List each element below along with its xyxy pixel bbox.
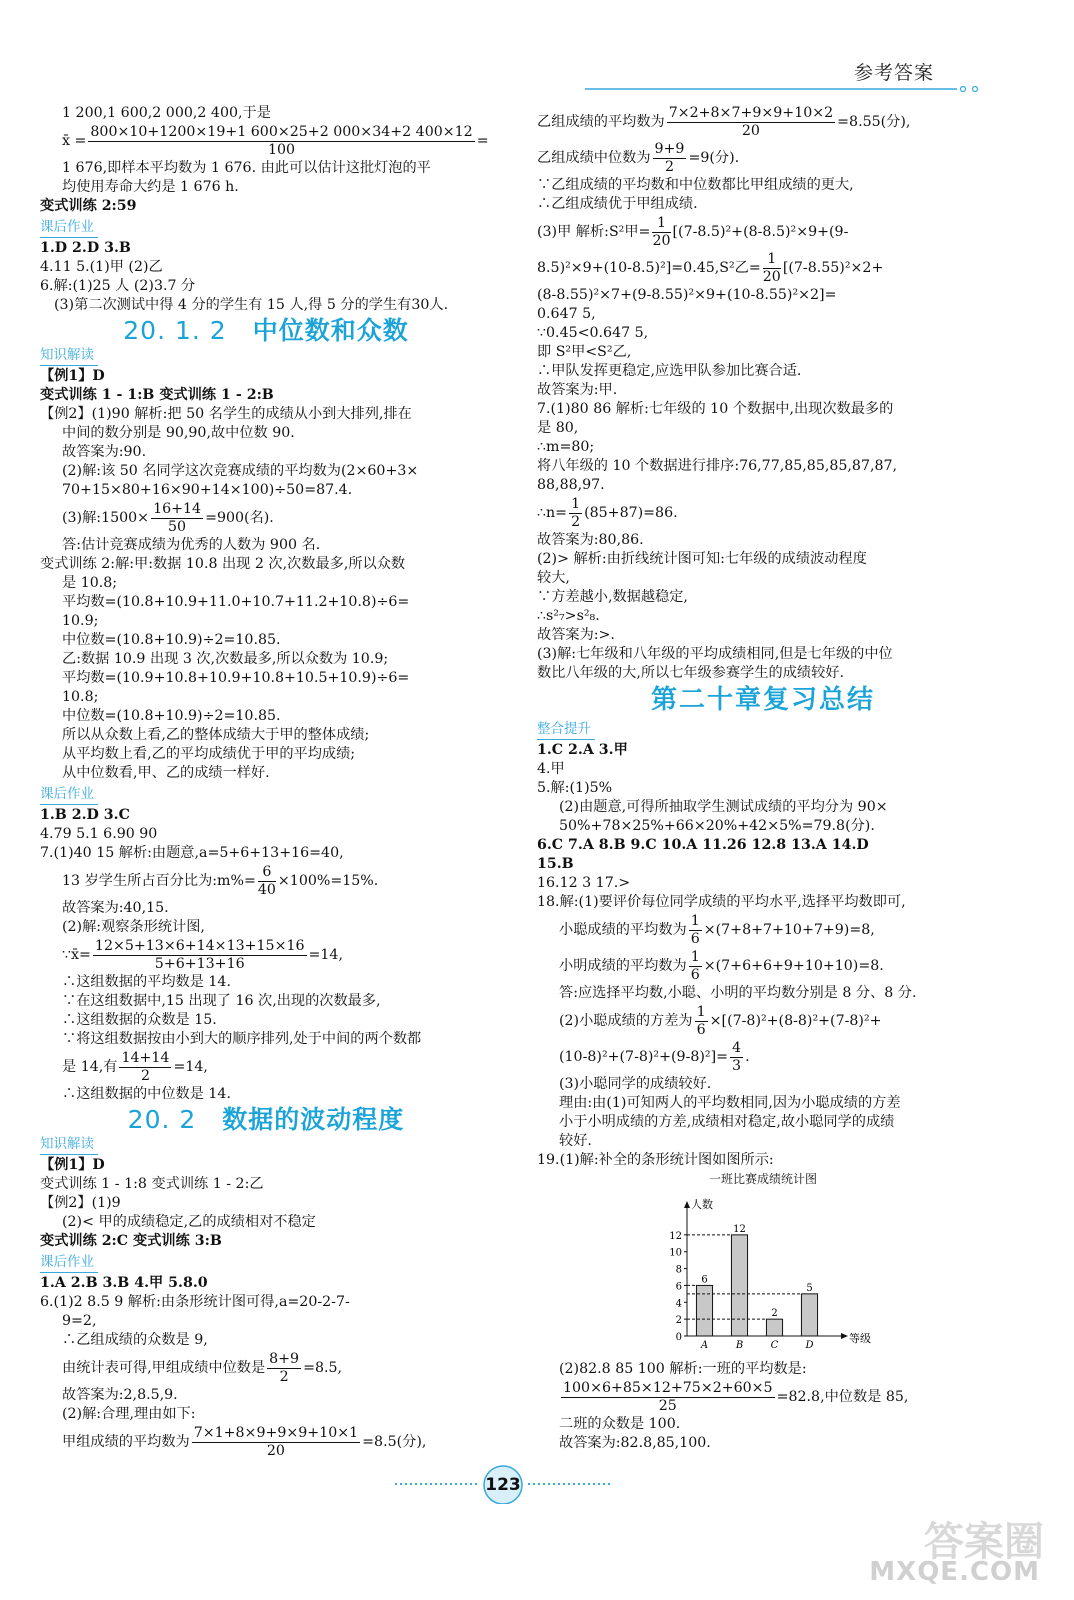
fraction-numerator: 9+9	[654, 140, 685, 157]
y-tick-label: 0	[675, 1332, 682, 1343]
answer-line: 较大,	[537, 570, 570, 586]
answer-line: 是 10.8;	[62, 575, 118, 591]
fraction-denominator: 2	[279, 1368, 289, 1385]
fraction-numerator: 1	[763, 251, 781, 269]
fraction-denominator: 2	[571, 513, 581, 530]
fraction-denominator: 50	[168, 518, 187, 535]
formula-text: ×100%=15%.	[277, 872, 379, 889]
chart-svg	[537, 1186, 989, 1362]
formula-text: ∵x̄=	[62, 946, 91, 963]
fraction-numerator: 4	[732, 1039, 742, 1056]
formula-text: (85+87)=86.	[584, 504, 678, 521]
fraction	[88, 124, 474, 159]
answer-line: 19.(1)解:补全的条形统计图如图所示:	[537, 1152, 774, 1168]
answer-line: 1.D 2.D 3.B	[40, 240, 131, 256]
answer-line: 平均数=(10.9+10.8+10.9+10.8+10.5+10.9)÷6=	[62, 670, 410, 686]
answer-line: 平均数=(10.8+10.9+11.0+10.7+11.2+10.8)÷6=	[62, 594, 410, 610]
answer-line: 变式训练 1 - 1:8 变式训练 1 - 2:乙	[40, 1176, 264, 1192]
fraction-denominator: 20	[652, 232, 671, 249]
answer-line: 从中位数看,甲、乙的成绩一样好.	[62, 765, 270, 781]
formula-line	[537, 1039, 989, 1075]
formula-line	[537, 250, 989, 286]
fraction-denominator: 6	[690, 966, 700, 983]
answer-line: 1.A 2.B 3.B 4.甲 5.8.0	[40, 1275, 208, 1291]
answer-line: ∴乙组成绩的众数是 9,	[62, 1332, 208, 1348]
answer-line: 中位数=(10.8+10.9)÷2=10.85.	[62, 632, 281, 648]
x-tick-label: A	[700, 1340, 709, 1351]
answer-line: 故答案为:甲.	[537, 382, 618, 398]
answer-line: ∵方差越小,数据越稳定,	[537, 589, 688, 605]
formula-text: =9(分).	[688, 149, 740, 166]
fraction-numerator: 16+14	[153, 500, 202, 517]
y-tick-label: 4	[675, 1298, 682, 1310]
answer-line: 【例1】D	[40, 1157, 105, 1173]
answer-line: 答:应选择平均数,小聪、小明的平均数分别是 8 分、8 分.	[559, 985, 917, 1001]
fraction-numerator: 1	[696, 1003, 706, 1020]
y-tick-label: 10	[669, 1247, 682, 1259]
fraction-numerator: 12×5+13×6+14×13+15×16	[94, 937, 305, 954]
fraction-numerator: 1	[571, 495, 581, 512]
text-line: 1 200,1 600,2 000,2 400,于是	[62, 105, 271, 121]
answer-line: 数比八年级的大,所以七年级参赛学生的成绩较好.	[537, 665, 844, 681]
bar-value-label: 2	[771, 1308, 778, 1320]
fraction	[151, 501, 203, 536]
answer-line: (8-8.55)²×7+(9-8.55)²×9+(10-8.55)²×2]=	[537, 287, 837, 303]
answer-line: ∴甲队发挥更稳定,应选甲队参加比赛合适.	[537, 363, 802, 379]
fraction	[561, 1380, 775, 1415]
answer-line: 故答案为:>.	[537, 627, 615, 643]
answer-line: ∴m=80;	[537, 439, 595, 455]
fraction	[192, 1425, 360, 1460]
formula-line	[537, 912, 989, 948]
answer-line: (2)解:合理,理由如下:	[62, 1406, 196, 1422]
fraction-numerator: 14+14	[121, 1049, 170, 1066]
fraction-denominator: 100	[268, 141, 296, 158]
x-tick-label: B	[735, 1340, 744, 1351]
fraction	[695, 1004, 708, 1039]
formula-text: 甲组成绩的平均数为	[62, 1433, 190, 1450]
chart-title: 一班比赛成绩统计图	[708, 1172, 817, 1186]
formula-line	[537, 140, 989, 176]
answer-line: 4.79 5.1 6.90 90	[40, 826, 158, 842]
formula-line	[537, 1003, 989, 1039]
text-line: 均使用寿命大约是 1 676 h.	[62, 179, 239, 195]
answer-line: 即 S²甲<S²乙,	[537, 344, 632, 360]
formula-line	[537, 214, 989, 250]
answer-line: (2)由题意,可得所抽取学生测试成绩的平均分为 90×	[559, 799, 888, 815]
fraction-denominator: 40	[257, 881, 276, 898]
answer-line: ∴s²₇>s²₈.	[537, 608, 600, 624]
answer-line: ∵在这组数据中,15 出现了 16 次,出现的次数最多,	[62, 993, 381, 1009]
formula-text: 小明成绩的平均数为	[559, 957, 687, 974]
formula-text: =8.5,	[303, 1359, 343, 1376]
fraction-numerator: 1	[690, 948, 700, 965]
formula-text: ×(7+6+6+9+10+10)=8.	[703, 957, 884, 974]
answer-line: (2)< 甲的成绩稳定,乙的成绩相对不稳定	[62, 1214, 316, 1230]
formula-line	[537, 948, 989, 984]
answer-line: 故答案为:40,15.	[62, 900, 169, 916]
answer-line: 6.解:(1)25 人 (2)3.7 分	[40, 278, 196, 294]
answer-line: 4.甲	[537, 761, 565, 777]
x-tick-label: C	[770, 1340, 779, 1351]
fraction-numerator: 800×10+1200×19+1 600×25+2 000×34+2 400×12	[90, 123, 473, 140]
text-line: 变式训练 2:59	[40, 198, 137, 214]
fraction-denominator: 20	[762, 268, 781, 285]
answer-line: 【例2】(1)90 解析:把 50 名学生的成绩从小到大排列,排在	[40, 406, 412, 422]
right-column	[537, 104, 989, 1453]
bar	[801, 1294, 817, 1336]
fraction	[730, 1040, 743, 1075]
header-decoration-line	[585, 86, 980, 92]
answer-line: 【例2】(1)9	[40, 1195, 121, 1211]
fraction-denominator: 6	[690, 930, 700, 947]
answer-line: 故答案为:2,8.5,9.	[62, 1387, 178, 1403]
bar-value-label: 5	[806, 1282, 813, 1294]
answer-line: 二班的众数是 100.	[559, 1416, 681, 1432]
text-line: 1 676,即样本平均数为 1 676. 由此可以估计这批灯泡的平	[62, 160, 431, 176]
fraction-denominator: 20	[741, 122, 760, 139]
fraction-denominator: 2	[140, 1067, 150, 1084]
section-number: 20. 1. 2	[123, 316, 227, 345]
answer-line: ∴这组数据的平均数是 14.	[62, 974, 231, 990]
answer-line: ∴乙组成绩优于甲组成绩.	[537, 196, 698, 212]
fraction	[667, 105, 835, 140]
answer-line: ∵0.45<0.647 5,	[537, 325, 649, 341]
answer-line: 0.647 5,	[537, 306, 596, 322]
section-tag: 课后作业	[40, 1253, 98, 1273]
answer-line: 7.(1)80 86 解析:七年级的 10 个数据中,出现次数最多的	[537, 401, 894, 417]
y-axis-arrow	[684, 1201, 690, 1208]
fraction-denominator: 25	[658, 1397, 677, 1414]
answer-line: 1.B 2.D 3.C	[40, 807, 130, 823]
fraction-numerator: 1	[652, 215, 670, 233]
page-number-decoration	[0, 1464, 1074, 1504]
answer-line: 70+15×80+16×90+14×100)÷50=87.4.	[62, 482, 353, 498]
fraction	[653, 141, 687, 176]
y-axis-label: 人数	[691, 1198, 713, 1211]
answer-line: 所以从众数上看,乙的整体成绩大于甲的整体成绩;	[62, 727, 370, 743]
formula-line	[537, 1379, 989, 1415]
fraction-numerator: 100×6+85×12+75×2+60×5	[563, 1379, 773, 1396]
answer-line: 9=2,	[62, 1313, 97, 1329]
fraction-denominator: 2	[664, 158, 674, 175]
bar-value-label: 12	[733, 1223, 746, 1235]
section-tag: 知识解读	[40, 346, 98, 366]
answer-line: (2)> 解析:由折线统计图可知:七年级的成绩波动程度	[537, 551, 867, 567]
x-axis-label: 等级	[849, 1332, 871, 1345]
fraction-numerator: 1	[690, 912, 700, 929]
answer-line: 从平均数上看,乙的平均成绩优于甲的平均成绩;	[62, 746, 356, 762]
fraction	[689, 949, 702, 984]
formula-text: [(7-8.55)²×2+	[782, 259, 884, 276]
answer-line: 6.(1)2 8.5 9 解析:由条形统计图可得,a=20-2-7-	[40, 1294, 350, 1310]
answer-line: (2)解:该 50 名同学这次竞赛成绩的平均数为(2×60+3×	[62, 463, 419, 479]
answer-line: 是 80,	[537, 420, 579, 436]
answer-line: 16.12 3 17.>	[537, 875, 631, 891]
fraction-numerator: 7×1+8×9+9×9+10×1	[193, 1424, 359, 1441]
section-tag: 课后作业	[40, 218, 98, 238]
formula-line	[40, 863, 492, 899]
watermark-site: MXQE.COM	[869, 1557, 1040, 1587]
answer-line: 答:估计竞赛成绩为优秀的人数为 900 名.	[62, 537, 321, 553]
formula-text: [(7-8.5)²+(8-8.5)²×9+(9-	[672, 223, 849, 240]
formula-text: (3)甲 解析:S²甲=	[537, 223, 651, 240]
formula-line	[40, 937, 492, 973]
answer-line: 将八年级的 10 个数据进行排序:76,77,85,85,85,87,87,	[537, 458, 898, 474]
answer-line: 变式训练 2:C 变式训练 3:B	[40, 1233, 222, 1249]
header-title: 参考答案	[853, 62, 934, 84]
formula-text: 是 14,有	[62, 1058, 118, 1075]
formula-lhs: x̄ =	[62, 132, 87, 149]
section-heading	[40, 1105, 492, 1134]
answer-line: 88,88,97.	[537, 477, 605, 493]
answer-line: ∵乙组成绩的平均数和中位数都比甲组成绩的更大,	[537, 177, 854, 193]
fraction	[763, 251, 781, 286]
answer-line: 故答案为:90.	[62, 444, 147, 460]
formula-text: ×[(7-8)²+(8-8)²+(7-8)²+	[709, 1012, 882, 1029]
fraction	[258, 864, 276, 899]
formula-text: =8.5(分),	[362, 1433, 427, 1450]
left-column	[40, 104, 492, 1460]
fraction	[93, 938, 307, 973]
fraction	[652, 215, 670, 250]
formula-line	[40, 1424, 492, 1460]
fraction-numerator: 8+9	[269, 1350, 300, 1367]
answer-line: 10.9;	[62, 613, 99, 629]
formula-text: ∴n=	[537, 504, 568, 521]
bar	[766, 1319, 782, 1336]
formula-text: =14,	[308, 946, 343, 963]
fraction-denominator: 3	[732, 1057, 742, 1074]
y-tick-label: 12	[669, 1230, 682, 1242]
chapter-heading: 第二十章复习总结	[650, 685, 875, 715]
formula-text: 由统计表可得,甲组成绩中位数是	[62, 1359, 266, 1376]
formula-text: (3)解:1500×	[62, 509, 150, 526]
formula-line	[40, 123, 492, 159]
formula-line	[40, 1049, 492, 1085]
answer-line: 15.B	[537, 856, 574, 872]
answer-line: 故答案为:80,86.	[537, 532, 644, 548]
answer-line: 乙:数据 10.9 出现 3 次,次数最多,所以众数为 10.9;	[62, 651, 389, 667]
fraction-numerator: 6	[258, 864, 276, 882]
section-tag: 知识解读	[40, 1135, 98, 1155]
x-tick-label: D	[805, 1340, 814, 1351]
formula-text: 乙组成绩的平均数为	[537, 113, 665, 130]
answer-line: ∴这组数据的众数是 15.	[62, 1012, 217, 1028]
fraction	[119, 1050, 171, 1085]
y-tick-label: 8	[675, 1264, 682, 1276]
formula-text: 8.5)²×9+(10-8.5)²]=0.45,S²乙=	[537, 259, 761, 276]
section-heading	[40, 316, 492, 345]
answer-line: 变式训练 2:解:甲:数据 10.8 出现 2 次,次数最多,所以众数	[40, 556, 406, 572]
fraction-denominator: 5+6+13+16	[154, 955, 245, 972]
answer-line: (3)第二次测试中得 4 分的学生有 15 人,得 5 分的学生有30人.	[54, 297, 449, 313]
fraction	[569, 496, 582, 531]
answer-line: 7.(1)40 15 解析:由题意,a=5+6+13+16=40,	[40, 845, 344, 861]
fraction-denominator: 20	[266, 1442, 285, 1459]
section-tag: 整合提升	[537, 720, 595, 740]
formula-line	[40, 1350, 492, 1386]
fraction	[689, 913, 702, 948]
answer-line: (2)82.8 85 100 解析:一班的平均数是:	[559, 1361, 807, 1377]
formula-text: 小聪成绩的平均数为	[559, 921, 687, 938]
x-axis-arrow	[841, 1333, 848, 1339]
page-number: 123	[485, 1475, 521, 1495]
answer-line: 5.解:(1)5%	[537, 780, 613, 796]
answer-line: 10.8;	[62, 689, 99, 705]
answer-line: 中间的数分别是 90,90,故中位数 90.	[62, 425, 295, 441]
answer-line: 变式训练 1 - 1:B 变式训练 1 - 2:B	[40, 387, 274, 403]
formula-rhs: =	[476, 132, 489, 149]
fraction-numerator: 7×2+8×7+9×9+10×2	[668, 104, 834, 121]
fraction-denominator: 6	[696, 1021, 706, 1038]
formula-text: =14,	[173, 1058, 208, 1075]
formula-text: =8.55(分),	[837, 113, 911, 130]
formula-line	[537, 495, 989, 531]
formula-text: .	[745, 1048, 750, 1065]
answer-line: 6.C 7.A 8.B 9.C 10.A 11.26 12.8 13.A 14.D	[537, 837, 869, 853]
answer-line: ∴这组数据的中位数是 14.	[62, 1086, 231, 1102]
formula-line	[537, 104, 989, 140]
answer-line: 50%+78×25%+66×20%+42×5%=79.8(分).	[559, 818, 875, 834]
answer-line: ∵将这组数据按由小到大的顺序排列,处于中间的两个数都	[62, 1031, 422, 1047]
answer-line: (3)解:七年级和八年级的平均成绩相同,但是七年级的中位	[537, 646, 893, 662]
answer-line: 1.C 2.A 3.甲	[537, 742, 628, 758]
y-tick-label: 2	[675, 1315, 682, 1327]
formula-text: (2)小聪成绩的方差为	[559, 1012, 693, 1029]
formula-text: 乙组成绩中位数为	[537, 149, 651, 166]
section-title: 数据的波动程度	[222, 1105, 405, 1134]
answer-line: (3)小聪同学的成绩较好.	[559, 1076, 712, 1092]
y-tick-label: 6	[675, 1281, 682, 1293]
formula-text: =900(名).	[205, 509, 274, 526]
answer-line: 中位数=(10.8+10.9)÷2=10.85.	[62, 708, 281, 724]
bar-value-label: 6	[701, 1274, 708, 1286]
formula-text: ×(7+8+7+10+7+9)=8,	[703, 921, 875, 938]
answer-line: 故答案为:82.8,85,100.	[559, 1435, 711, 1451]
answer-line: 18.解:(1)要评价每位同学成绩的平均水平,选择平均数即可,	[537, 894, 906, 910]
watermark-logo: 答案圈	[924, 1519, 1044, 1565]
formula-text: =82.8,中位数是 85,	[776, 1388, 909, 1405]
section-title: 中位数和众数	[252, 316, 409, 345]
answer-line: 理由:由(1)可知两人的平均数相同,因为小聪成绩的方差	[559, 1095, 901, 1111]
answer-line: 小于小明成绩的方差,成绩相对稳定,故小聪同学的成绩	[559, 1114, 895, 1130]
bar-chart	[537, 1170, 989, 1360]
answer-line: 4.11 5.(1)甲 (2)乙	[40, 259, 163, 275]
answer-line: (2)解:观察条形统计图,	[62, 919, 205, 935]
formula-text: (10-8)²+(7-8)²+(9-8)²]=	[559, 1048, 729, 1065]
fraction	[267, 1351, 301, 1386]
answer-line: 【例1】D	[40, 368, 105, 384]
answer-line: 较好.	[559, 1133, 592, 1149]
section-number: 20. 2	[127, 1105, 197, 1134]
formula-line	[40, 500, 492, 536]
bar	[696, 1285, 712, 1336]
formula-text: 13 岁学生所占百分比为:m%=	[62, 872, 256, 889]
bar	[731, 1235, 747, 1336]
section-tag: 课后作业	[40, 785, 98, 805]
